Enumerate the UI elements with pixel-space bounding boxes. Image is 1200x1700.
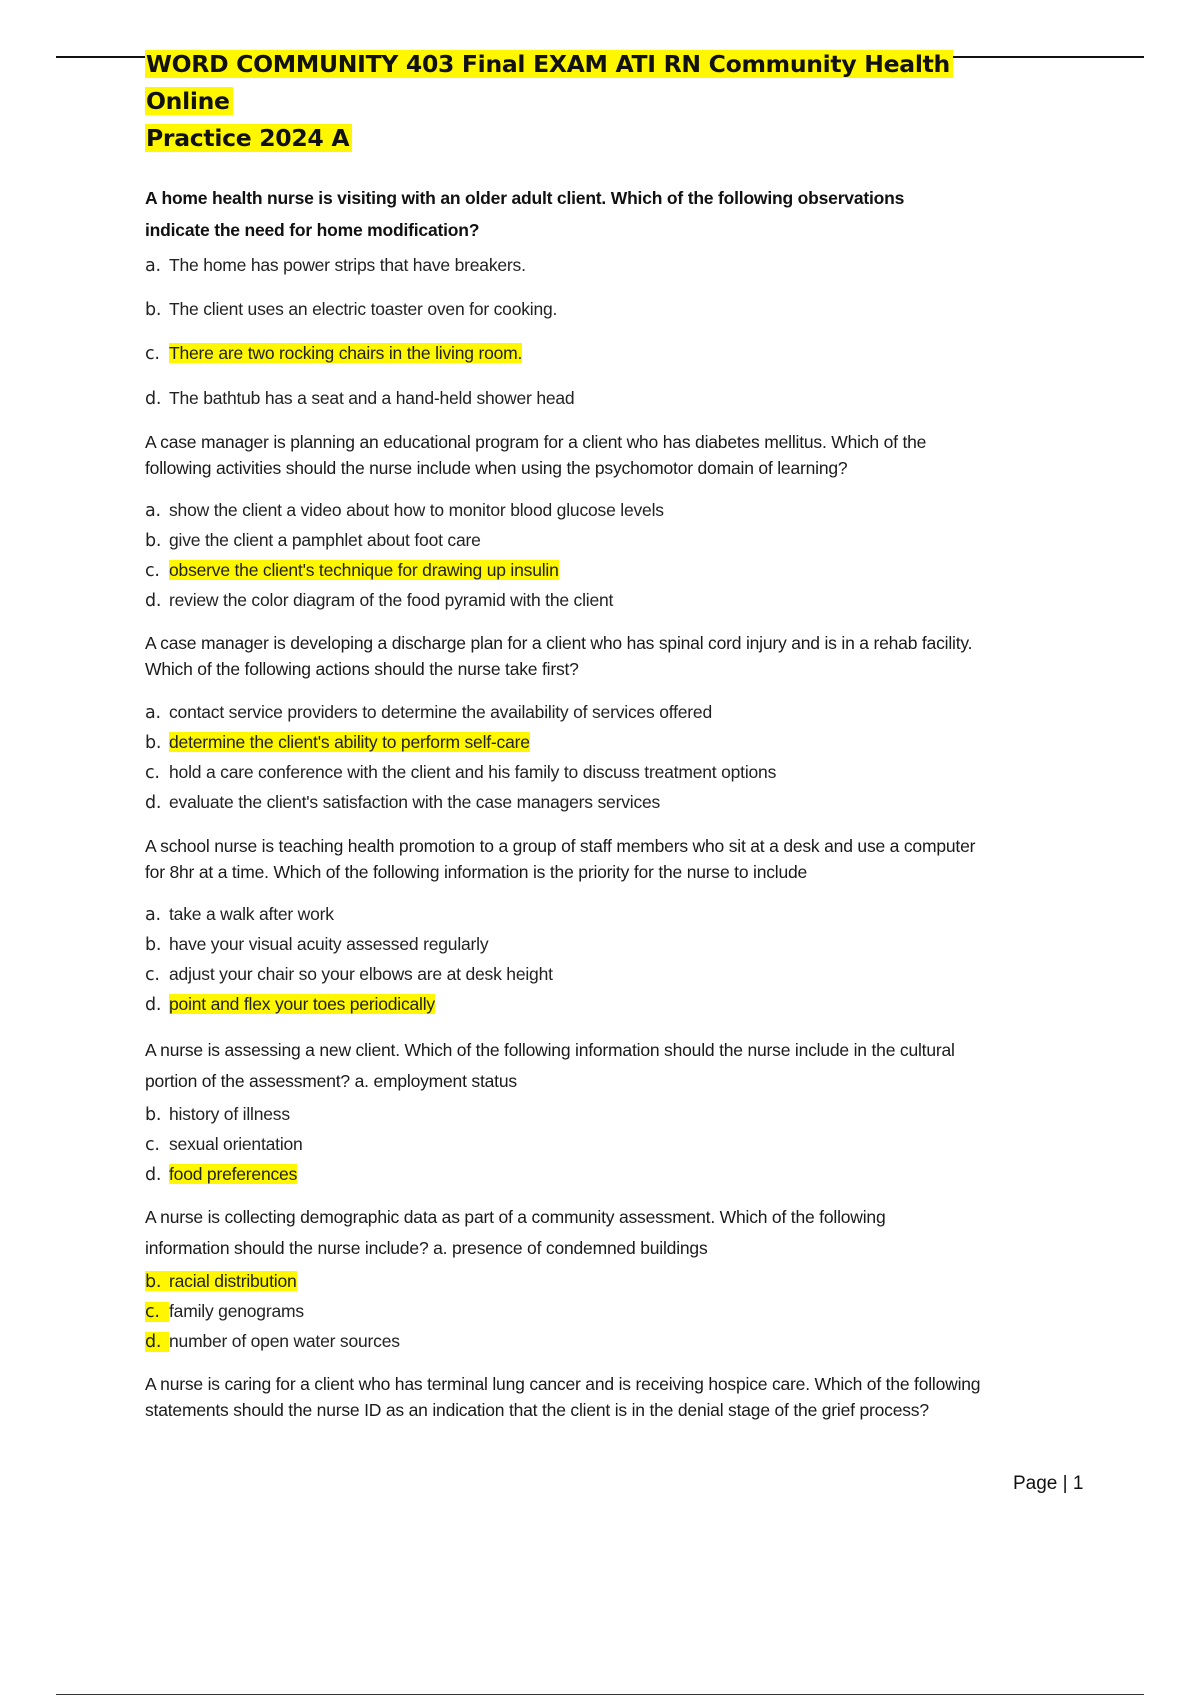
option-letter: d. (145, 995, 162, 1015)
option-text: have your visual acuity assessed regularly (169, 934, 489, 954)
question-6-option-b (145, 1271, 297, 1292)
option-letter: b. (145, 733, 162, 753)
option-text-highlighted: observe the client's technique for drawing up insulin (169, 560, 559, 580)
question-3-stem-line-1: A case manager is developing a discharge plan for a client who has spinal cord injury and is in a rehab facility. (145, 633, 973, 653)
question-3-option-b (145, 732, 530, 753)
question-1-option-d (145, 388, 574, 409)
option-letter: a. (145, 905, 161, 925)
option-text: history of illness (169, 1104, 290, 1124)
question-2-option-c (145, 560, 559, 581)
option-text: hold a care conference with the client and his family to discuss treatment options (169, 762, 777, 782)
option-letter-highlighted: b. racial distribution (145, 1271, 297, 1292)
option-letter-highlighted: c. (145, 1302, 169, 1322)
option-letter: c. (145, 965, 160, 985)
question-7-stem-line-1: A nurse is caring for a client who has terminal lung cancer and is receiving hospice care. Which of the following (145, 1374, 981, 1394)
option-text: review the color diagram of the food pyramid with the client (169, 590, 614, 610)
option-letter: b. (145, 935, 162, 955)
question-6-stem (145, 1202, 1095, 1264)
question-2-stem-line-2: following activities should the nurse include when using the psychomotor domain of learning? (145, 458, 848, 478)
question-3-stem-line-2: Which of the following actions should the nurse take first? (145, 659, 579, 679)
question-5-stem-line-2: portion of the assessment? a. employment status (145, 1071, 517, 1091)
question-3-stem (145, 630, 1095, 682)
question-1-stem-line-2: indicate the need for home modification? (145, 220, 480, 240)
option-text: sexual orientation (169, 1134, 303, 1154)
question-3-option-a (145, 702, 712, 723)
option-text-highlighted: There are two rocking chairs in the living room. (169, 343, 523, 363)
option-text-highlighted: determine the client's ability to perform self-care (169, 732, 530, 752)
question-4-stem-line-1: A school nurse is teaching health promotion to a group of staff members who sit at a desk and use a computer (145, 836, 976, 856)
option-text: The bathtub has a seat and a hand-held shower head (169, 388, 575, 408)
question-2-option-a (145, 500, 664, 521)
option-letter: d. (145, 389, 162, 409)
page-number: Page | 1 (1013, 1473, 1084, 1494)
title-line-1: WORD COMMUNITY 403 Final EXAM ATI RN Community Health Online (145, 50, 953, 115)
option-letter: c. (145, 344, 160, 364)
option-letter: a. (145, 256, 161, 276)
question-3-option-c (145, 762, 776, 783)
option-letter: c. (145, 561, 160, 581)
question-6-stem-line-2: information should the nurse include? a. presence of condemned buildings (145, 1238, 708, 1258)
question-5-stem (145, 1035, 1095, 1097)
question-6-option-c (145, 1301, 304, 1322)
document-title (145, 46, 1005, 157)
question-5-option-d (145, 1164, 297, 1185)
option-letter: b. (145, 1105, 162, 1125)
question-4-option-d (145, 994, 435, 1015)
option-letter: d. (145, 1165, 162, 1185)
option-letter-highlighted: d. (145, 1332, 169, 1352)
option-letter: d. (145, 591, 162, 611)
question-4-option-c (145, 964, 553, 985)
option-text-highlighted: point and flex your toes periodically (169, 994, 435, 1014)
option-text: show the client a video about how to monitor blood glucose levels (169, 500, 664, 520)
question-1-option-b (145, 299, 557, 320)
question-1-stem (145, 182, 1095, 246)
question-3-option-d (145, 792, 660, 813)
question-4-option-b (145, 934, 488, 955)
option-text-highlighted: racial distribution (169, 1271, 297, 1291)
option-text: The client uses an electric toaster oven for cooking. (169, 299, 558, 319)
option-text: The home has power strips that have breakers. (169, 255, 526, 275)
bottom-rule (56, 1694, 1144, 1695)
option-text-highlighted: food preferences (169, 1164, 298, 1184)
option-letter: c. (145, 763, 160, 783)
question-4-stem-line-2: for 8hr at a time. Which of the following information is the priority for the nurse to include (145, 862, 808, 882)
option-text: take a walk after work (169, 904, 334, 924)
option-text: family genograms (169, 1301, 304, 1321)
question-7-stem-line-2: statements should the nurse ID as an indication that the client is in the denial stage of the grief process? (145, 1400, 929, 1420)
question-2-option-b (145, 530, 481, 551)
question-2-stem (145, 429, 1095, 481)
option-text: contact service providers to determine the availability of services offered (169, 702, 713, 722)
option-letter: b. (145, 300, 162, 320)
option-letter: d. (145, 793, 162, 813)
option-text: adjust your chair so your elbows are at desk height (169, 964, 553, 984)
question-5-option-b (145, 1104, 290, 1125)
question-5-stem-line-1: A nurse is assessing a new client. Which of the following information should the nurse include in the cultural (145, 1040, 955, 1060)
option-letter: b. (145, 531, 162, 551)
option-text: number of open water sources (169, 1331, 400, 1351)
question-6-option-d (145, 1331, 400, 1352)
question-4-stem (145, 833, 1095, 885)
title-line-2: Practice 2024 A (145, 124, 352, 152)
question-1-option-a (145, 255, 526, 276)
question-1-stem-line-1: A home health nurse is visiting with an older adult client. Which of the following observations (145, 188, 905, 208)
question-1-option-c (145, 343, 522, 364)
question-4-option-a (145, 904, 334, 925)
question-2-stem-line-1: A case manager is planning an educational program for a client who has diabetes mellitus. Which of the (145, 432, 927, 452)
option-text: evaluate the client's satisfaction with the case managers services (169, 792, 661, 812)
question-6-stem-line-1: A nurse is collecting demographic data as part of a community assessment. Which of the following (145, 1207, 886, 1227)
option-letter: c. (145, 1135, 160, 1155)
option-letter: a. (145, 501, 161, 521)
option-letter: a. (145, 703, 161, 723)
question-5-option-c (145, 1134, 303, 1155)
option-text: give the client a pamphlet about foot care (169, 530, 481, 550)
question-7-stem (145, 1371, 1095, 1423)
question-2-option-d (145, 590, 613, 611)
